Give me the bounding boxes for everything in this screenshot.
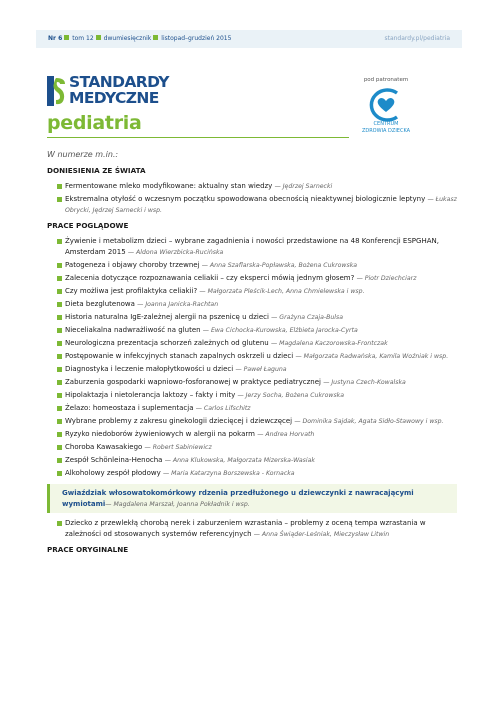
list-item[interactable] [47, 455, 457, 466]
article-authors: — Jędrzej Sarnecki [274, 183, 333, 190]
header-bar [36, 30, 462, 48]
list-item[interactable] [47, 260, 457, 271]
square-bullet-icon [57, 367, 62, 372]
issue-info [48, 35, 231, 42]
square-bullet-icon [57, 184, 62, 189]
square-bullet-icon [57, 341, 62, 346]
volume: tom 12 [72, 35, 94, 42]
patron-name-line-2: ZDROWIA DZIECKA [361, 127, 411, 134]
article-authors: — Anna Klukowska, Małgorzata Mizerska-Wasiak [164, 457, 315, 464]
square-bullet-icon [57, 419, 62, 424]
article-title: Zespół Schönleina-Henocha [65, 456, 163, 464]
logo-s-icon [47, 76, 66, 106]
section-heading: PRACE ORYGINALNE [47, 545, 129, 554]
patron-label: pod patronatem [363, 77, 409, 83]
list-item[interactable] [47, 338, 457, 349]
article-title: Czy możliwa jest profilaktyka celiakii? [65, 287, 198, 295]
reviews-list [47, 236, 457, 479]
article-authors: — Justyna Czech-Kowalska [323, 379, 406, 386]
article-title: Wybrane problemy z zakresu ginekologii dziecięcej i dziewczęcej [65, 417, 293, 425]
square-bullet-icon [57, 197, 62, 202]
list-item[interactable] [47, 194, 457, 216]
square-bullet-icon [57, 471, 62, 476]
square-bullet-icon [153, 35, 158, 40]
square-bullet-icon [57, 432, 62, 437]
article-authors: — Andrea Horvath [257, 431, 315, 438]
heart-logo-icon [366, 87, 406, 123]
list-item[interactable] [47, 416, 457, 427]
table-of-contents [47, 166, 457, 560]
article-authors: — Magdalena Kaczorowska-Frontczak [270, 340, 388, 347]
section-heading: DONIESIENIA ZE ŚWIATA [47, 166, 146, 175]
article-title: Zaburzenia gospodarki wapniowo-fosforanowej w praktyce pediatrycznej [65, 378, 321, 386]
article-authors: — Anna Szaflarska-Popławska, Bożena Cukrowska [201, 262, 358, 269]
square-bullet-icon [57, 239, 62, 244]
list-item[interactable] [47, 468, 457, 479]
article-title: Historia naturalna IgE-zależnej alergii na pszenicę u dzieci [65, 313, 269, 321]
article-authors: — Małgorzata Radwańska, Kamila Woźniak i wsp. [295, 353, 449, 360]
square-bullet-icon [57, 263, 62, 268]
article-authors: — Anna Świąder-Leśniak, Mieczysław Litwin [253, 531, 390, 538]
article-authors: — Małgorzata Pleścik-Lech, Anna Chmielewska i wsp. [199, 288, 365, 295]
square-bullet-icon [57, 458, 62, 463]
square-bullet-icon [57, 289, 62, 294]
article-title: Ekstremalna otyłość o wczesnym początku spowodowana obecnością nieaktywnej biologicznie leptyny [65, 195, 426, 203]
patron-name-line-1: CENTRUM [373, 121, 399, 127]
list-item[interactable] [47, 351, 457, 362]
logo-line-2: MEDYCZNE [69, 89, 159, 107]
square-bullet-icon [57, 406, 62, 411]
article-authors: — Jerzy Socha, Bożena Cukrowska [237, 392, 345, 399]
article-authors: — Dominika Sajdak, Agata Sidło-Stawowy i wsp. [294, 418, 444, 425]
article-authors: — Joanna Janicka-Rachtan [137, 301, 219, 308]
article-authors: — Magdalena Marszał, Joanna Pokładnik i wsp. [105, 501, 250, 508]
article-authors: — Ewa Cichocka-Kurowska, Elżbieta Jarocka-Cyrta [202, 327, 358, 334]
article-title: Ryzyko niedoborów żywieniowych w alergii na pokarm [65, 430, 255, 438]
article-title: Dieta bezglutenowa [65, 300, 135, 308]
square-bullet-icon [57, 315, 62, 320]
article-title: Fermentowane mleko modyfikowane: aktualny stan wiedzy [65, 182, 273, 190]
list-item[interactable] [47, 403, 457, 414]
list-item[interactable] [47, 181, 457, 192]
list-item[interactable] [47, 390, 457, 401]
article-authors: — Aldona Wierzbicka-Rucińska [127, 249, 224, 256]
list-item[interactable] [47, 273, 457, 284]
list-item[interactable] [47, 364, 457, 375]
patron-name [345, 121, 427, 134]
article-title: Dziecko z przewlekłą chorobą nerek i zaburzeniem wzrastania – problemy z oceną tempa wzrastania w zależności od stosowanych systemów referencyjnych [65, 519, 426, 538]
article-title: Żelazo: homeostaza i suplementacja [65, 404, 194, 412]
logo-wordmark [69, 74, 169, 106]
article-title: Choroba Kawasakiego [65, 443, 143, 451]
frequency: dwumiesięcznik [103, 35, 152, 42]
article-authors: — Grażyna Czaja-Bulsa [271, 314, 344, 321]
list-item[interactable] [47, 286, 457, 297]
article-title: Żywienie i metabolizm dzieci – wybrane zagadnienia i nowości przedstawione na 48 Konferencji ESPGHAN, Amsterdam 2015 [65, 237, 439, 256]
issue-number: Nr 6 [48, 35, 63, 42]
list-item[interactable] [47, 299, 457, 310]
article-title: Postępowanie w infekcyjnych stanach zapalnych oskrzeli u dzieci [65, 352, 294, 360]
square-bullet-icon [57, 380, 62, 385]
highlighted-article[interactable] [47, 484, 457, 513]
list-item[interactable] [47, 429, 457, 440]
divider [47, 137, 349, 138]
news-list [47, 181, 457, 216]
article-authors: — Robert Sabiniewicz [144, 444, 212, 451]
square-bullet-icon [96, 35, 101, 40]
article-title: Nieceliakalna nadwrażliwość na gluten [65, 326, 201, 334]
article-title: Alkoholowy zespół płodowy [65, 469, 161, 477]
list-item[interactable] [47, 325, 457, 336]
article-title: Diagnostyka i leczenie małopłytkowości u dzieci [65, 365, 234, 373]
article-title: Gwiaździak włosowatokomórkowy rdzenia przedłużonego u dziewczynki z nawracającymi wymiotami [62, 489, 414, 508]
article-title: Neurologiczna prezentacja schorzeń zależnych od glutenu [65, 339, 269, 347]
list-item[interactable] [47, 442, 457, 453]
square-bullet-icon [57, 445, 62, 450]
website-link[interactable]: standardy.pl/pediatria [384, 35, 450, 42]
list-item[interactable] [47, 312, 457, 323]
article-title: Hipolaktazja i nietolerancja laktozy – fakty i mity [65, 391, 236, 399]
article-authors: — Maria Katarzyna Borszewska - Kornacka [162, 470, 295, 477]
logo-line-1: STANDARDY [69, 73, 169, 91]
square-bullet-icon [57, 328, 62, 333]
intro-text: W numerze m.in.: [47, 150, 119, 159]
article-title: Patogeneza i objawy choroby trzewnej [65, 261, 200, 269]
article-authors: — Piotr Dziechciarz [356, 275, 417, 282]
list-item[interactable] [47, 236, 457, 258]
journal-subtitle: pediatria [47, 112, 142, 134]
article-title: Zalecenia dotyczące rozpoznawania celiakii – czy eksperci mówią jednym głosem? [65, 274, 355, 282]
square-bullet-icon [64, 35, 69, 40]
list-item[interactable] [47, 518, 457, 540]
article-authors: — Paweł Łaguna [235, 366, 287, 373]
list-item[interactable] [47, 377, 457, 388]
square-bullet-icon [57, 276, 62, 281]
square-bullet-icon [57, 302, 62, 307]
square-bullet-icon [57, 393, 62, 398]
article-authors: — Łukasz Obrycki, Jędrzej Sarnecki i wsp. [65, 196, 457, 214]
article-authors: — Carlos Lifschitz [195, 405, 251, 412]
section-heading: PRACE POGLĄDOWE [47, 221, 129, 230]
square-bullet-icon [57, 354, 62, 359]
issue-date: listopad–grudzień 2015 [161, 35, 232, 42]
square-bullet-icon [57, 521, 62, 526]
